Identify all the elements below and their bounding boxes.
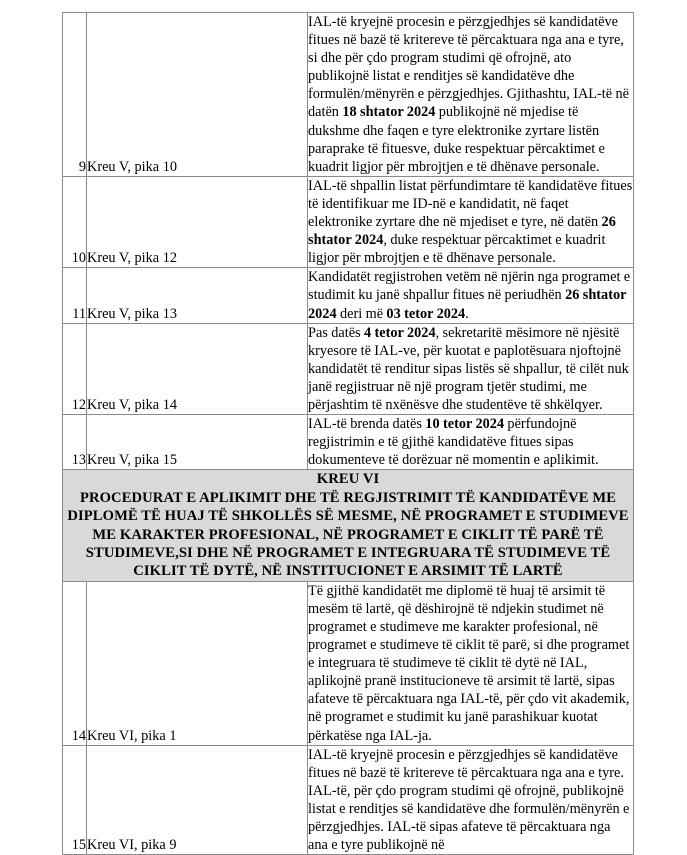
emphasis-date: 4 tetor 2024 — [364, 324, 436, 341]
chapter-heading-row — [63, 470, 634, 581]
row-description — [308, 13, 634, 177]
text-run: . — [465, 305, 469, 322]
row-description-text — [308, 582, 633, 745]
row-reference: Kreu V, pika 13 — [87, 268, 308, 323]
table-row — [63, 268, 634, 323]
row-description — [308, 415, 634, 470]
text-run: përfundojnë regjistrimin e të gjithë kandidatëve fitues sipas dokumenteve të dorëzuar në momentin e aplikimit. — [308, 416, 599, 469]
row-number: 10 — [63, 176, 87, 267]
emphasis-date: 18 shtator 2024 — [342, 104, 436, 121]
text-run: IAL-të kryejnë procesin e përzgjedhjes së kandidatëve fitues në bazë të kritereve të përcaktuara nga ana e tyre. IAL-të, për çdo program studimi që ofrojnë, publikojnë listat e renditjes së kandidatëve dhe formulën/mënyrën e përzgjedhjes. IAL-të sipas afateve të përcaktuara nga ana e tyre publikojnë në — [308, 746, 630, 854]
row-description — [308, 268, 634, 323]
row-number: 15 — [63, 745, 87, 855]
table-row — [63, 581, 634, 745]
row-number: 11 — [63, 268, 87, 323]
row-description-text — [308, 177, 633, 267]
row-number: 14 — [63, 581, 87, 745]
row-reference: Kreu V, pika 10 — [87, 13, 308, 177]
row-number: 13 — [63, 415, 87, 470]
text-run: Pas datës — [308, 324, 364, 341]
text-run: IAL-të kryejnë procesin e përzgjedhjes së kandidatëve fitues në bazë të kritereve të përcaktuara nga ana e tyre, si dhe për çdo program studimi që ofrojnë, ato publikojnë listat e renditjes së kandidatëve dhe formulën/mënyrën e përzgjedhjes. Gjithashtu, IAL-të në datën — [308, 14, 629, 121]
chapter-title: KREU VI — [316, 471, 380, 488]
emphasis-date: 26 shtator 2024 — [308, 287, 627, 322]
row-number: 9 — [63, 13, 87, 177]
table-row — [63, 745, 634, 855]
table-row — [63, 323, 634, 414]
procedures-table — [62, 12, 634, 855]
table-row — [63, 415, 634, 470]
row-reference: Kreu VI, pika 9 — [87, 745, 308, 855]
row-description-text — [308, 746, 633, 855]
emphasis-date: 26 shtator 2024 — [308, 214, 616, 249]
row-reference: Kreu V, pika 12 — [87, 176, 308, 267]
chapter-subtitle: PROCEDURAT E APLIKIMIT DHE TË REGJISTRIMIT TË KANDIDATËVE ME DIPLOMË TË HUAJ TË SHKOLLËS SË MESME, NË PROGRAMET E STUDIMEVE ME KARAKTER PROFESIONAL, NË PROGRAMET E CIKLIT TË PARË TË STUDIMEVE,SI DHE NË PROGRAMET E INTEGRUARA TË STUDIMEVE TË CIKLIT TË DYTË, NË INSTITUCIONET E ARSIMIT TË LARTË — [67, 489, 629, 580]
text-run: , sekretaritë mësimore në njësitë kryesore të IAL-ve, për kuotat e paplotësuara njoftojnë kandidatët të renditur sipas listës së shpallur, të cilët nuk janë regjistruar në një program tjetër studimi, me përjashtim të nxënësve dhe studentëve të shkëlqyer. — [308, 324, 629, 413]
row-reference: Kreu VI, pika 1 — [87, 581, 308, 745]
text-run: Të gjithë kandidatët me diplomë të huaj të arsimit të mesëm të lartë, që dëshirojnë të ndjekin studimet në programet e studimeve me karakter profesional, në programet e studimeve të ciklit të parë, si dhe programet e integruara të studimeve të ciklit të dytë në IAL, aplikojnë pranë institucioneve të arsimit të lartë, sipas afateve të përcaktuara nga IAL-të, për çdo vit akademik, në programet e studimit ku janë parashikuar kuotat përkatëse nga IAL-ja. — [308, 582, 630, 744]
text-run: publikojnë në mjedise të dukshme dhe faqen e tyre elektronike zyrtare listën paraprake të fituesve, duke respektuar përcaktimet e kuadrit ligjor për mbrojtjen e të dhënave personale. — [308, 104, 605, 175]
row-description — [308, 745, 634, 855]
row-description-text — [308, 415, 633, 469]
emphasis-date: 03 tetor 2024 — [386, 305, 466, 322]
text-run: , duke respektuar përcaktimet e kuadrit ligjor për mbrojtjen e të dhënave personale. — [308, 232, 606, 267]
table-row — [63, 176, 634, 267]
table-body — [63, 13, 634, 855]
row-number: 12 — [63, 323, 87, 414]
row-description-text — [308, 13, 633, 176]
text-run: IAL-të brenda datës — [308, 416, 426, 433]
text-run: IAL-të shpallin listat përfundimtare të kandidatëve fitues të identifikuar me ID-në e kandidatit, në faqet elektronike zyrtare dhe në mjediset e tyre, në datën — [308, 177, 633, 231]
row-description-text — [308, 324, 633, 414]
row-reference: Kreu V, pika 15 — [87, 415, 308, 470]
chapter-heading-cell — [63, 470, 634, 581]
row-reference: Kreu V, pika 14 — [87, 323, 308, 414]
row-description-text — [308, 268, 633, 322]
row-description — [308, 581, 634, 745]
row-description — [308, 323, 634, 414]
emphasis-date: 10 tetor 2024 — [425, 416, 505, 433]
text-run: Kandidatët regjistrohen vetëm në njërin nga programet e studimit ku janë shpallur fitues në periudhën — [308, 269, 631, 304]
text-run: deri më — [336, 305, 387, 322]
table-row — [63, 13, 634, 177]
row-description — [308, 176, 634, 267]
